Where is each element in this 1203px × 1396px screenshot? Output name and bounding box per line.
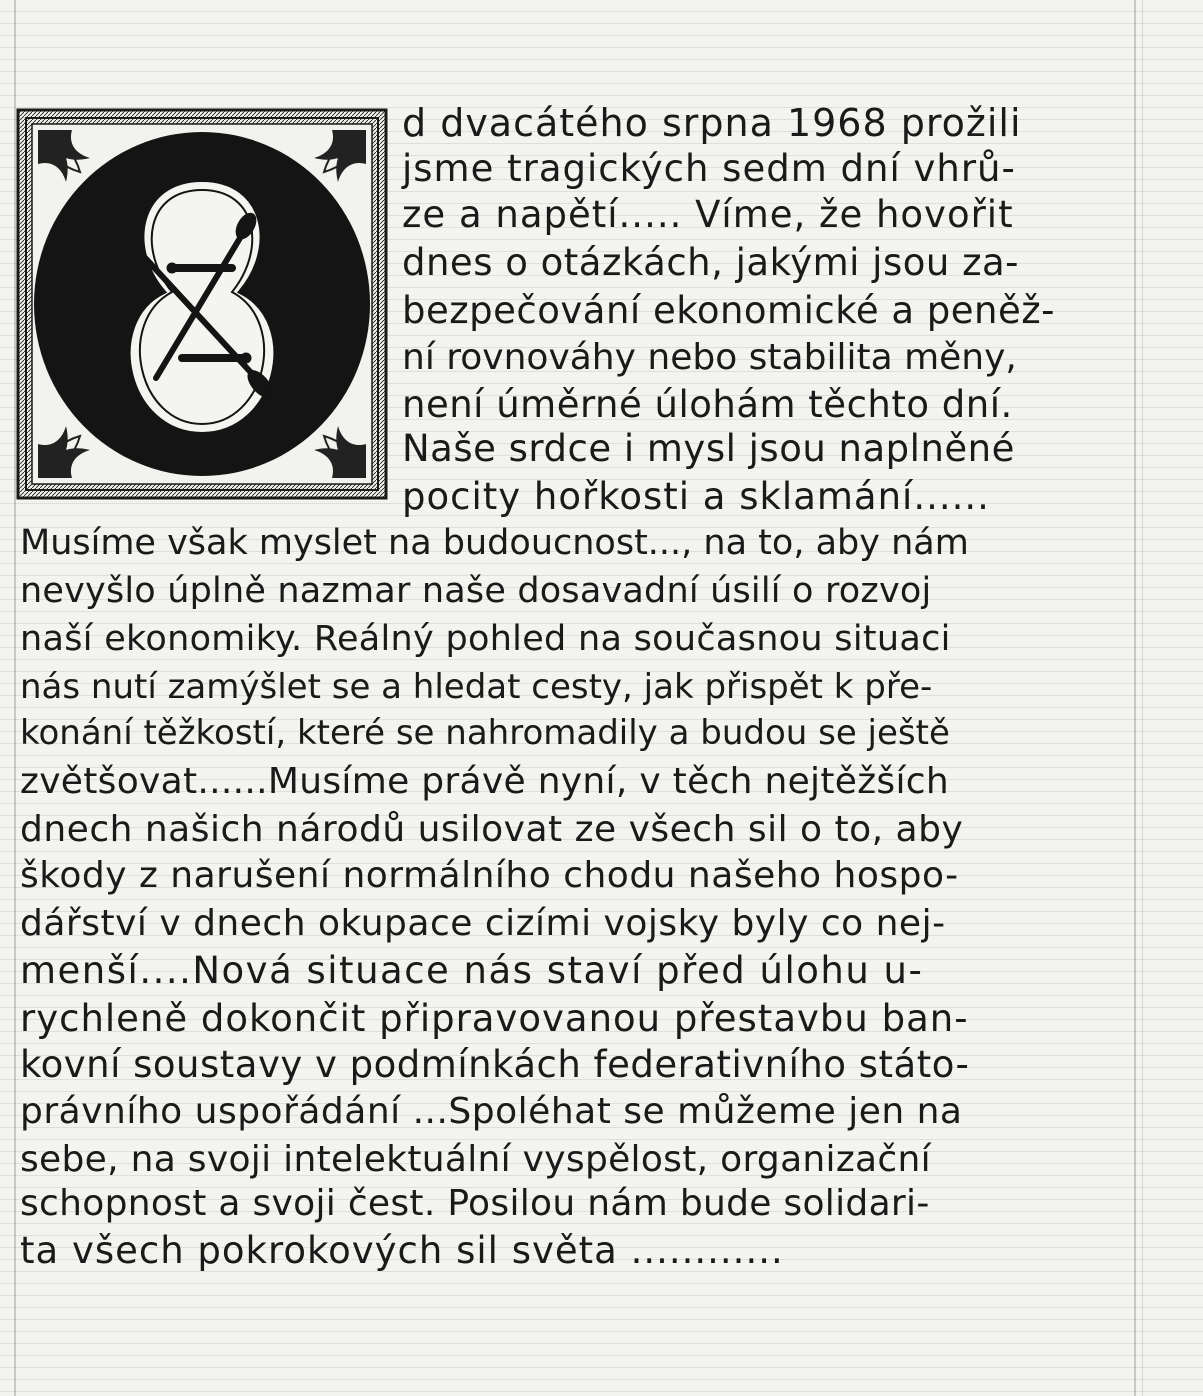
text-line: ze a napětí..... Víme, že hovořit — [402, 193, 1014, 236]
right-margin-rule — [1134, 0, 1136, 1396]
text-line: nás nutí zamýšlet se a hledat cesty, jak přispět k pře- — [20, 667, 933, 707]
text-line: Naše srdce i mysl jsou naplněné — [402, 427, 1015, 470]
text-line: konání těžkostí, které se nahromadily a budou se ještě — [20, 713, 950, 753]
text-line: rychleně dokončit připravovanou přestavbu ban- — [20, 997, 969, 1040]
text-line: není úměrné úlohám těchto dní. — [402, 383, 1013, 426]
text-line: zvětšovat......Musíme právě nyní, v těch nejtěžších — [20, 761, 949, 802]
text-line: dnech našich národů usilovat ze všech sil o to, aby — [20, 809, 964, 850]
text-line: bezpečování ekonomické a peněž- — [402, 289, 1056, 332]
text-line: jsme tragických sedm dní vhrů- — [402, 147, 1016, 190]
decorated-initial-letter — [16, 108, 388, 500]
text-line: škody z narušení normálního chodu našeho hospo- — [20, 855, 959, 896]
text-line: pocity hořkosti a sklamání...... — [402, 475, 990, 518]
text-line: kovní soustavy v podmínkách federativního státo- — [20, 1043, 970, 1086]
text-line: schopnost a svoji čest. Posilou nám bude solidari- — [20, 1183, 930, 1224]
text-line: Musíme však myslet na budoucnost..., na to, aby nám — [20, 523, 969, 563]
right-margin-rule-secondary — [1142, 0, 1143, 1396]
text-line: nevyšlo úplně nazmar naše dosavadní úsilí o rozvoj — [20, 571, 932, 611]
text-line: dářství v dnech okupace cizími vojsky byly co nej- — [20, 903, 946, 944]
text-line: naší ekonomiky. Reálný pohled na současnou situaci — [20, 619, 951, 659]
text-line: právního uspořádání ...Spoléhat se můžeme jen na — [20, 1091, 963, 1132]
text-line: menší....Nová situace nás staví před úlohu u- — [20, 949, 924, 992]
text-line: ní rovnováhy nebo stabilita měny, — [402, 337, 1017, 378]
text-line: d dvacátého srpna 1968 prožili — [402, 101, 1022, 145]
text-line: sebe, na svoji intelektuální vyspělost, organizační — [20, 1139, 931, 1180]
text-line: ta všech pokrokových sil světa ............ — [20, 1229, 784, 1272]
text-line: dnes o otázkách, jakými jsou za- — [402, 241, 1020, 284]
